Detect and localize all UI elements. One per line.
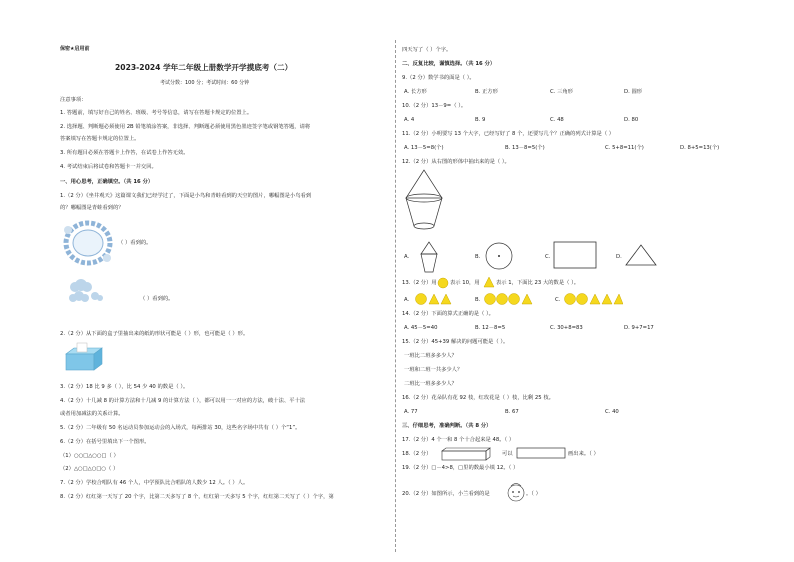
question-text: 7.（2 分）学校合唱队有 46 个人，中学预队比合唱队的人数少 12 人。（ ）人。 — [60, 480, 249, 486]
option-b[interactable]: B. 67 — [505, 409, 519, 415]
trapezoid-triangle-shape — [416, 240, 442, 274]
score-time-line: 考试分数：100 分；考试时间：60 分钟 — [160, 80, 250, 86]
option-d[interactable]: D. 圆形 — [624, 89, 643, 95]
option-b[interactable]: B. — [475, 297, 481, 303]
triangle-shape — [624, 243, 658, 267]
ten-coin-icon — [437, 277, 449, 289]
note-line: 4. 考试结束后将试卷和答题卡一并交回。 — [60, 164, 157, 170]
option-b[interactable]: B. 正方形 — [475, 89, 498, 95]
question-text: 12.（2 分）从右图的形体中抽出来的是（ ）。 — [402, 159, 510, 165]
option-c[interactable]: C. 三角形 — [550, 89, 573, 95]
option-d[interactable]: D. — [616, 254, 622, 260]
question-text: 或者用加减法的关系计算。 — [60, 411, 124, 417]
option-a[interactable]: A. 45－5=40 — [404, 325, 438, 331]
question-text: 18.（2 分） — [402, 451, 432, 457]
answer-blank[interactable]: （ ）看到的。 — [140, 296, 174, 302]
option-c[interactable]: C. 30+8=83 — [550, 325, 583, 331]
question-text: 。（ ） — [526, 491, 541, 497]
option-b[interactable]: 一班和二班一共多少人？ — [404, 367, 463, 373]
question-text: 6.（2 分）在括号里填出下一个图形。 — [60, 439, 150, 445]
frog-sky-picture — [62, 218, 114, 268]
question-text: （1）○○□△○○□（ ） — [60, 453, 119, 459]
question-text: 4.（2 分）十几减 8 的计算方法和十几减 9 的计算方法（ ），都可以用一一对应的方法，破十法、平十法 — [60, 398, 306, 404]
question-text: 1.（2 分）《坐井观天》这篇课文我们已经学过了，下面是小鸟和青蛙看到的天空的图片，哪幅图是小鸟看到 — [60, 193, 312, 199]
cuboid-picture — [440, 447, 500, 461]
question-text: 14.（2 分）下面的算式正确的是（ ）。 — [402, 311, 494, 317]
question-text: 可以 — [502, 451, 513, 457]
note-line: 2. 选择题、判断题必须使用 2B 铅笔填涂答案，非选择、判断题必须使用黑色墨迹签字笔或钢笔答题，请将 — [60, 124, 311, 130]
tissue-box-picture — [64, 342, 104, 372]
option-a[interactable]: A. — [404, 297, 410, 303]
question-text: 表示 1，下面比 23 大的数是（ ）。 — [496, 280, 580, 286]
question-text: 17.（2 分）4 个一和 8 个十合起来是 48。（ ） — [402, 437, 515, 443]
option-b[interactable]: B. 12－8=5 — [475, 325, 506, 331]
question-text: 3.（2 分）18 比 9 多（ ），比 54 少 40 的数是（ ）。 — [60, 384, 189, 390]
question-text: （2）△○□△○□○（ ） — [60, 466, 119, 472]
answer-blank[interactable]: （ ）看到的。 — [118, 240, 152, 246]
option-a[interactable]: A. — [404, 254, 410, 260]
option-c[interactable]: C. — [555, 297, 561, 303]
one-triangle-icon — [483, 276, 495, 288]
question-text: 13.（2 分）用 — [402, 280, 437, 286]
confidential-label: 保密★启用前 — [60, 46, 90, 52]
option-d[interactable]: D. 9+7=17 — [624, 325, 654, 331]
option-c[interactable]: 二班比一班多多少人？ — [404, 381, 457, 387]
question-text: 2.（2 分）从下面的盒子里抽出来的纸的形状可能是（ ）形，也可能是（ ）形。 — [60, 331, 249, 337]
option-a-coins — [414, 292, 454, 306]
page-title: 2023-2024 学年二年级上册数学开学摸底考（二） — [115, 63, 293, 72]
question-text: 11.（2 分）小明要写 13 个大字，已经写好了 8 个，还要写几个？正确的列式计算是（ ） — [402, 131, 615, 137]
option-a[interactable]: A. 4 — [404, 117, 415, 123]
option-a[interactable]: A. 13－5=8(个) — [404, 145, 444, 151]
question-text: 10.（2 分）13－9=（ ）。 — [402, 103, 467, 109]
option-a[interactable]: A. 77 — [404, 409, 418, 415]
child-face-picture — [506, 481, 526, 503]
rectangle-picture — [516, 447, 566, 459]
question-text: 20.（2 分）如图所示，小兰看到的是 — [402, 491, 490, 497]
note-line: 1. 答题前，填写好自己的姓名、班级、考号等信息，请写在答题卡规定的位置上。 — [60, 110, 253, 116]
question-text: 15.（2 分）45+39 解决的问题可能是（ ）。 — [402, 339, 509, 345]
option-c[interactable]: C. 48 — [550, 117, 564, 123]
rectangle-shape — [553, 241, 597, 269]
question-text: 9.（2 分）数学书的面是（ ）。 — [402, 75, 475, 81]
option-b-coins — [483, 292, 535, 306]
section-heading: 一、用心思考，正确填空。（共 16 分） — [60, 179, 154, 185]
section-heading: 三、仔细思考，准确判断。（共 8 分） — [402, 423, 492, 429]
option-b[interactable]: B. — [475, 254, 481, 260]
column-divider — [395, 40, 396, 552]
note-line: 答案填写在答题卡规定的位置上。 — [60, 136, 140, 142]
question-text: 19.（2 分）□－4>8，□里的数最小填 12。（ ） — [402, 465, 519, 471]
question-text: 8.（2 分）红红第一天写了 20 个字，比第二天多写了 8 个，红红第一天多写 5 个字，红红第二天写了（ ）个字，第 — [60, 494, 334, 500]
option-d[interactable]: D. 8+5=13(个) — [680, 145, 720, 151]
option-c[interactable]: C. 40 — [605, 409, 619, 415]
question-text: 的？哪幅图是青蛙看到的？ — [60, 205, 124, 211]
notes-heading: 注意事项： — [60, 97, 87, 103]
circle-shape — [484, 241, 514, 271]
option-b[interactable]: B. 9 — [475, 117, 486, 123]
option-c[interactable]: C. — [545, 254, 551, 260]
option-c[interactable]: C. 5+8=11(个) — [605, 145, 644, 151]
note-line: 3. 所有题目必须在答题卡上作答，在试卷上作答无效。 — [60, 150, 189, 156]
bird-sky-picture — [65, 278, 105, 304]
question-text: 5.（2 分）二年级有 50 名运动员参加运动会的入场式，每两排站 30，这些名字场中共有（ ）个“1”。 — [60, 425, 301, 431]
option-d[interactable]: D. 80 — [624, 117, 639, 123]
option-a[interactable]: 一班比二班多多少人？ — [404, 353, 457, 359]
cone-cylinder-picture — [402, 168, 446, 234]
section-heading: 二、反复比较，谨慎选择。（共 16 分） — [402, 61, 496, 67]
question-text: 表示 10，用 — [450, 280, 480, 286]
question-text: 四天写了（ ）个字。 — [402, 47, 452, 53]
option-a[interactable]: A. 长方形 — [404, 89, 427, 95]
option-b[interactable]: B. 13－8=5(个) — [505, 145, 545, 151]
option-c-coins — [563, 292, 623, 306]
question-text: 16.（2 分）花朵队有花 92 枝，红玫花是（ ）枝，比剩 25 枝。 — [402, 395, 554, 401]
question-text: 画出来。（ ） — [568, 451, 599, 457]
